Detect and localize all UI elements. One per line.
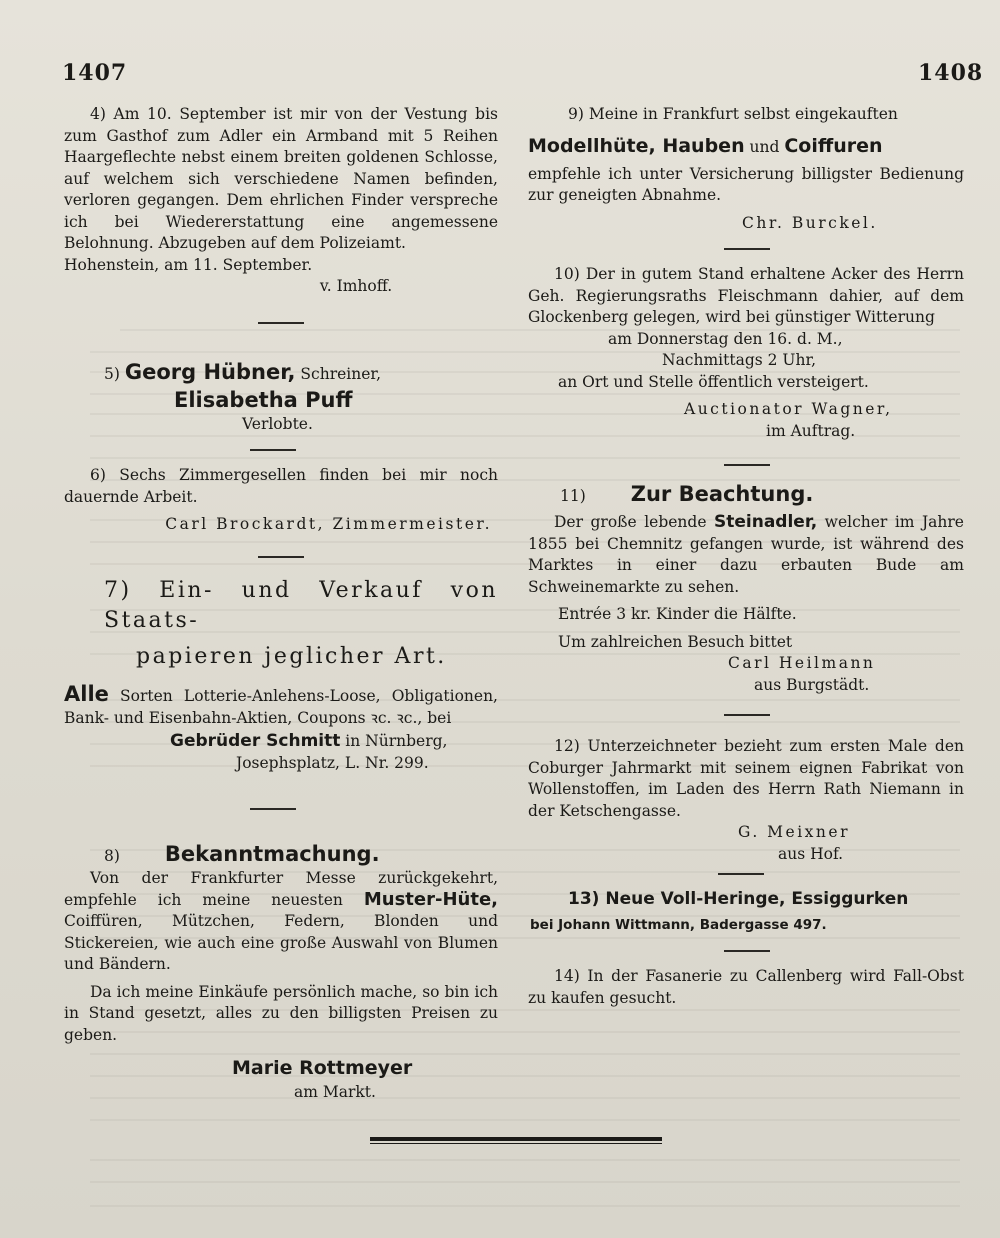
separator <box>250 808 296 810</box>
ad-11-signature: Carl Heilmann <box>728 654 876 672</box>
ad-7-lead: Alle <box>64 681 109 706</box>
ad-7-firm: Gebrüder Schmitt <box>170 731 341 751</box>
ad-9-text-1: 9) Meine in Frankfurt selbst eingekauften <box>568 105 898 123</box>
separator <box>258 556 304 558</box>
ad-9-heading-b: Coiffuren <box>784 134 883 157</box>
separator <box>724 950 770 952</box>
separator <box>724 248 770 250</box>
ad-7-heading-1: 7) Ein- und Verkauf von Staats- <box>104 577 498 633</box>
separator <box>724 714 770 716</box>
ad-7-heading-2: papieren jeglicher Art. <box>136 643 447 669</box>
ad-7-address: Josephsplatz, L. Nr. 299. <box>236 753 429 772</box>
ad-8-announcement <box>64 840 498 1104</box>
ad-12-text: 12) Unterzeichneter bezieht zum ersten Male den Coburger Jahrmarkt mit seinem eignen Fabrikat von Wollenstoffen, im Laden des Herrn Rath Niemann in der Ketschengasse. <box>528 737 964 820</box>
ad-7-securities <box>64 576 498 775</box>
ad-5-role: Schreiner, <box>300 364 382 383</box>
ad-11-heading: Zur Beachtung. <box>630 482 814 506</box>
separator <box>258 322 304 324</box>
ad-9-signature: Chr. Burckel. <box>742 213 878 232</box>
ad-8-text-1a: Von der Frankfurter Messe zurückgekehrt, empfehle ich meine neuesten <box>64 869 498 909</box>
ad-5-name1: Georg Hübner, <box>124 359 296 384</box>
ad-6-signature: Carl Brockardt, Zimmermeister. <box>165 515 492 533</box>
ad-5-status: Verlobte. <box>242 414 313 433</box>
bottom-rule <box>370 1137 662 1141</box>
ad-6-text: 6) Sechs Zimmergesellen finden bei mir noch dauernde Arbeit. <box>64 466 498 506</box>
separator <box>718 873 764 875</box>
ad-14-text: 14) In der Fasanerie zu Callenberg wird Fall-Obst zu kaufen gesucht. <box>528 967 964 1007</box>
ad-10-auction <box>528 264 964 442</box>
ad-8-location: am Markt. <box>294 1083 376 1101</box>
ad-10-text: 10) Der in gutem Stand erhaltene Acker des Herrn Geh. Regierungsraths Fleischmann dahier, auf dem Glockenberg gelegen, wird bei günstiger Witterung <box>528 265 964 326</box>
ad-8-highlight: Muster-Hüte, <box>363 888 498 910</box>
ad-8-number: 8) <box>104 847 120 865</box>
ad-11-highlight: Steinadler, <box>714 512 818 532</box>
ad-8-text-2: Da ich meine Einkäufe persönlich mache, so bin ich in Stand gesetzt, alles zu den billigsten Preisen zu geben. <box>64 982 498 1044</box>
ad-5-name2: Elisabetha Puff <box>174 387 353 412</box>
ad-12-signature: G. Meixner <box>738 823 850 841</box>
separator <box>724 464 770 466</box>
ad-11-eagle <box>528 480 964 696</box>
ad-11-text-a: Der große lebende <box>554 513 707 531</box>
ad-6-carpenters <box>64 465 498 536</box>
page-number-left: 1407 <box>62 60 128 86</box>
ad-10-line-2: Nachmittags 2 Uhr, <box>662 351 817 369</box>
ad-12-origin: aus Hof. <box>778 844 844 863</box>
ad-9-heading-und: und <box>749 137 780 156</box>
ad-9-heading-a: Modellhüte, Hauben <box>528 134 745 157</box>
ad-8-heading: Bekanntmachung. <box>164 842 380 866</box>
ad-7-firm-suffix: in Nürnberg, <box>345 732 448 750</box>
ad-11-text-b: welcher im Jahre 1855 bei Chemnitz gefangen wurde, ist während des Marktes in einer dazu erbauten Bude am Schweinemarkte zu sehen. <box>528 513 964 596</box>
ad-4-text: 4) Am 10. September ist mir von der Vestung bis zum Gasthof zum Adler ein Armband mit 5 Reihen Haargeflechte nebst einem breiten goldenen Schlosse, auf welchem sich verschiedene Namen befinden, verloren gegangen. Dem ehrlichen Finder verspreche ich bei Wiedererstattung eine angemessene Belohnung. Abzugeben auf dem Polizeiamt. <box>64 105 498 252</box>
bottom-rule-thin <box>370 1143 662 1144</box>
page-number-right: 1408 <box>918 60 984 86</box>
ad-5-number: 5) <box>104 364 120 383</box>
ad-8-signature: Marie Rottmeyer <box>232 1057 413 1079</box>
ad-13-herring <box>528 889 964 936</box>
ad-13-heading: 13) Neue Voll-Heringe, Essiggurken <box>568 889 909 909</box>
ad-10-signature-2: im Auftrag. <box>766 421 856 440</box>
ad-11-number: 11) <box>560 487 586 505</box>
left-column <box>64 104 498 1104</box>
ad-8-text-1b: Coiffüren, Mützchen, Federn, Blonden und Stickereien, wie auch eine große Auswahl von Blumen und Bändern. <box>64 912 498 973</box>
ad-4-place: Hohenstein, am 11. September. <box>64 255 313 274</box>
right-column <box>528 104 964 1009</box>
ad-4-lost-bracelet <box>64 104 498 298</box>
ad-13-sub: bei Johann Wittmann, Badergasse 497. <box>530 916 827 933</box>
ad-4-signature: v. Imhoff. <box>319 277 393 295</box>
ad-12-fabrics <box>528 736 964 865</box>
ad-7-text: Sorten Lotterie-Anlehens-Loose, Obligationen, Bank- und Eisenbahn-Aktien, Coupons ꝛc. ꝛc., bei <box>64 686 498 727</box>
ad-11-entry: Entrée 3 kr. Kinder die Hälfte. <box>558 605 797 623</box>
ad-9-text-2: empfehle ich unter Versicherung billigster Bedienung zur geneigten Abnahme. <box>528 164 964 204</box>
ad-10-line-1: am Donnerstag den 16. d. M., <box>608 329 843 348</box>
ad-14-fruit <box>528 966 964 1009</box>
ad-9-hats <box>528 104 964 234</box>
separator <box>250 449 296 451</box>
ad-10-line-3: an Ort und Stelle öffentlich versteigert. <box>558 372 869 391</box>
ad-11-closing: Um zahlreichen Besuch bittet <box>558 632 793 651</box>
ad-10-signature: Auctionator Wagner, <box>684 400 893 418</box>
ad-5-engagement <box>64 358 498 436</box>
ad-11-origin: aus Burgstädt. <box>754 675 870 694</box>
